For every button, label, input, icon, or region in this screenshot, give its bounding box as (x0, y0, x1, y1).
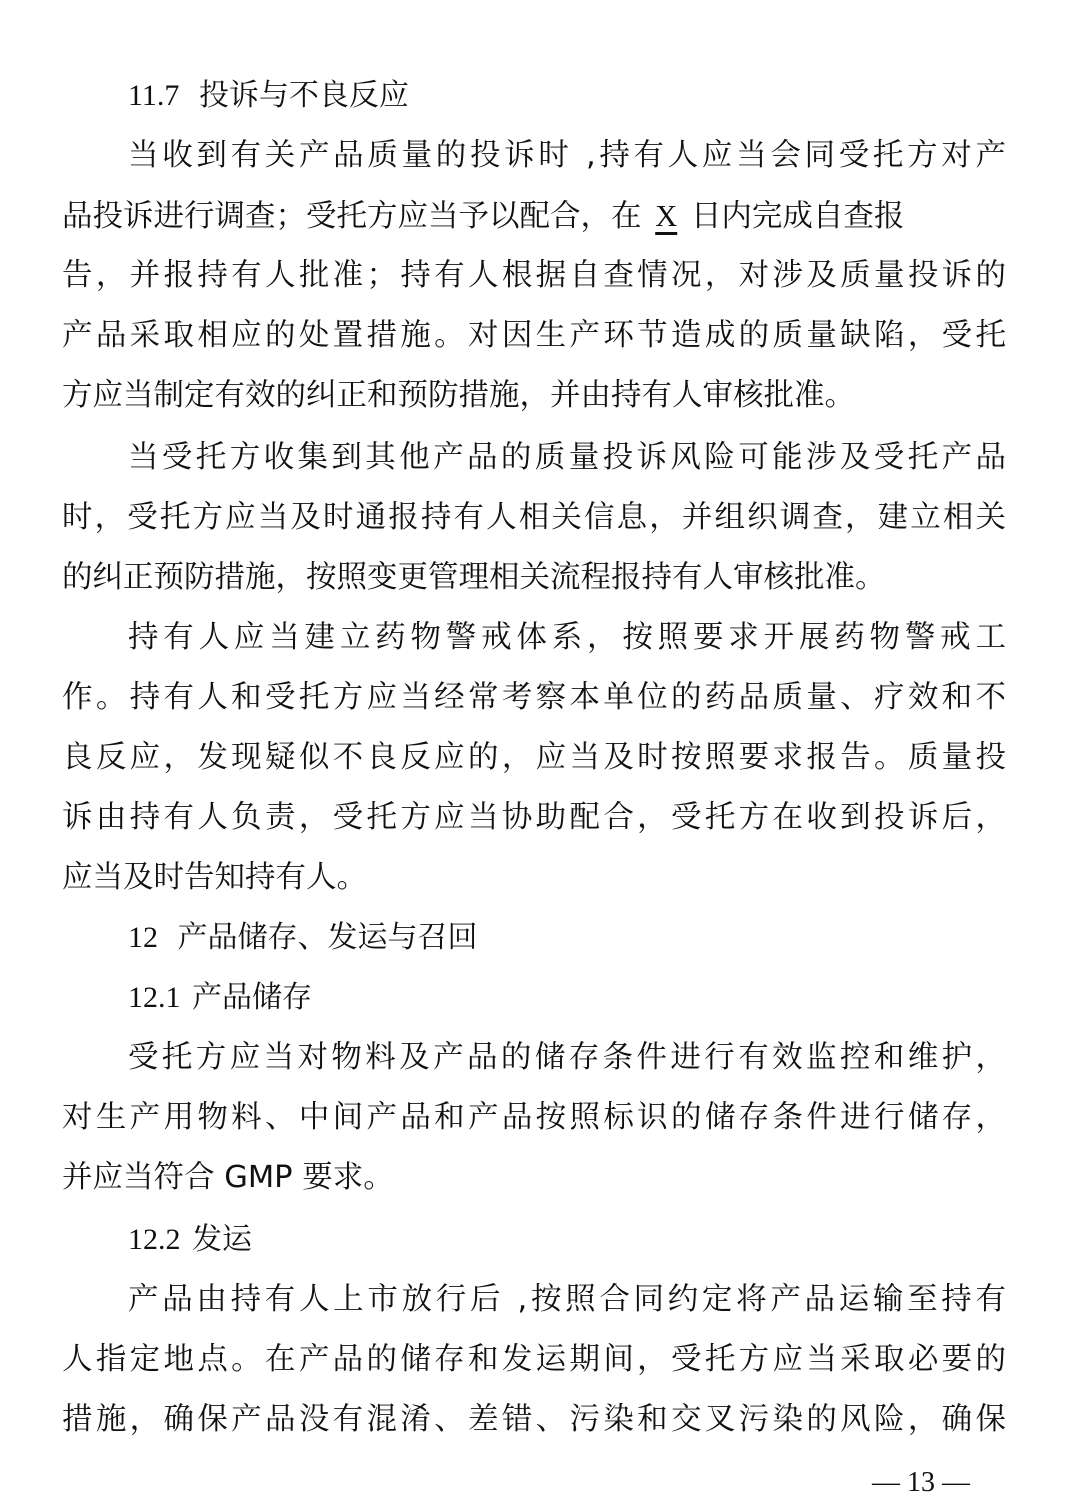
section-heading-12 (128, 908, 478, 968)
page-number: — 13 — (872, 1467, 970, 1498)
paragraph-line: 诉由持有人负责，受托方应当协助配合，受托方在收到投诉后， (62, 800, 1006, 835)
paragraph-line: 人指定地点。在产品的储存和发运期间，受托方应当采取必要的 (62, 1342, 1006, 1377)
paragraph-line: 受托方应当对物料及产品的储存条件进行有效监控和维护， (128, 1040, 1006, 1075)
paragraph-line: 措施，确保产品没有混淆、差错、污染和交叉污染的风险，确保 (62, 1402, 1006, 1437)
blank-field-value: X (655, 199, 678, 233)
line-text: 日内完成自查报 (690, 199, 905, 234)
paragraph-line: 对生产用物料、中间产品和产品按照标识的储存条件进行储存， (62, 1100, 1006, 1135)
heading-title: 产品储存 (192, 980, 313, 1015)
paragraph-line: 产品采取相应的处置措施。对因生产环节造成的质量缺陷，受托 (62, 318, 1006, 353)
heading-number: 12.2 (128, 1223, 181, 1256)
section-heading-11-7 (128, 66, 409, 126)
heading-title: 投诉与不良反应 (198, 78, 409, 113)
heading-number: 12 (128, 921, 158, 954)
heading-title: 产品储存、发运与召回 (177, 920, 478, 955)
paragraph-line: 时，受托方应当及时通报持有人相关信息，并组织调查，建立相关 (62, 500, 1006, 535)
line-text: 品投诉进行调查；受托方应当予以配合，在 (62, 199, 642, 234)
paragraph-line: 良反应，发现疑似不良反应的，应当及时按照要求报告。质量投 (62, 740, 1006, 775)
paragraph-line: 作。持有人和受托方应当经常考察本单位的药品质量、疗效和不 (62, 680, 1006, 715)
heading-number: 11.7 (128, 79, 180, 112)
paragraph-line: 应当及时告知持有人。 (62, 860, 367, 895)
paragraph-line: 持有人应当建立药物警戒体系，按照要求开展药物警戒工 (128, 620, 1006, 655)
paragraph-line: 当受托方收集到其他产品的质量投诉风险可能涉及受托产品 (128, 440, 1006, 475)
paragraph-line: 的纠正预防措施，按照变更管理相关流程报持有人审核批准。 (62, 560, 886, 595)
heading-title: 发运 (192, 1222, 253, 1257)
paragraph-line: 当收到有关产品质量的投诉时 ,持有人应当会同受托方对产 (128, 138, 1006, 173)
paragraph-line: 产品由持有人上市放行后 ,按照合同约定将产品运输至持有 (128, 1282, 1006, 1317)
paragraph-line: 并应当符合 GMP 要求。 (62, 1160, 394, 1195)
paragraph-line: 方应当制定有效的纠正和预防措施，并由持有人审核批准。 (62, 378, 855, 413)
heading-number: 12.1 (128, 981, 181, 1014)
section-heading-12-2 (128, 1210, 252, 1270)
section-heading-12-1 (128, 968, 312, 1028)
paragraph-line: 告，并报持有人批准；持有人根据自查情况，对涉及质量投诉的 (62, 258, 1006, 293)
paragraph-line-with-blank (62, 186, 1006, 246)
